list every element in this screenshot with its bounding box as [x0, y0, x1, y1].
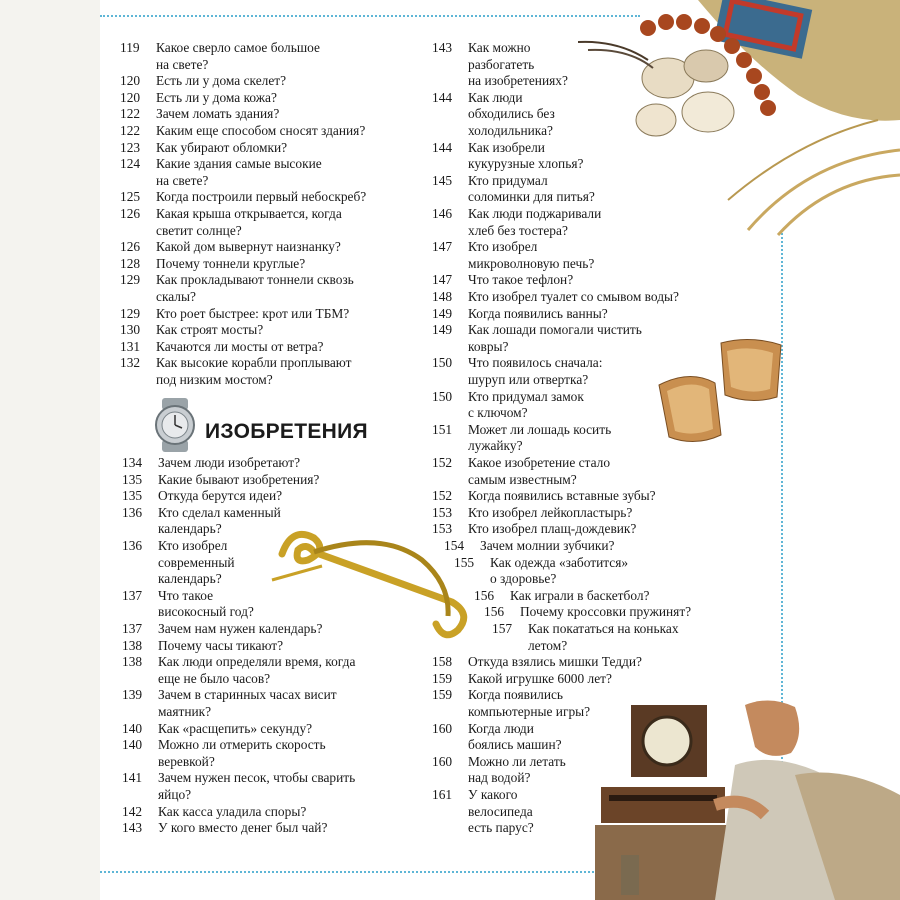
toc-question-line: Как «расщепить» секунду?: [158, 720, 313, 736]
toc-question-line: Как покататься на коньках: [528, 621, 679, 636]
toc-question-line: Зачем нужен песок, чтобы сварить: [158, 770, 356, 786]
toc-question-line: Какие здания самые высокие: [156, 156, 322, 172]
toc-question: [156, 40, 320, 73]
toc-page-number: 138: [122, 654, 143, 670]
toc-question: [468, 754, 566, 787]
toc-question: [468, 389, 584, 422]
toc-page-number: 122: [120, 106, 141, 122]
toc-question-line: микроволновую печь?: [468, 255, 595, 271]
toc-question-line: скалы?: [156, 288, 196, 304]
toc-question: [156, 306, 349, 323]
toc-question-line: У какого: [468, 787, 518, 802]
toc-question-line: еще не было часов?: [158, 670, 271, 686]
toc-question: [158, 505, 281, 538]
toc-page-number: 128: [120, 255, 141, 271]
toc-question-line: светит солнце?: [156, 222, 242, 238]
toc-question: [156, 189, 366, 206]
toc-question: [468, 787, 534, 837]
toc-question: [468, 272, 573, 289]
toc-page-number: 155: [454, 554, 475, 570]
toc-question-line: Зачем в старинных часах висит: [158, 687, 337, 703]
toc-page-number: 148: [432, 289, 453, 304]
toc-question-line: Зачем люди изобретают?: [158, 455, 301, 470]
toc-question: [468, 40, 568, 90]
toc-question-line: компьютерные игры?: [468, 703, 591, 719]
toc-page-number: 124: [120, 156, 141, 172]
toc-question: [468, 721, 562, 754]
toc-question: [158, 588, 254, 621]
toc-question-line: яйцо?: [158, 786, 192, 802]
toc-question-line: Какое изобретение стало: [468, 455, 611, 470]
toc-question: [158, 488, 282, 505]
toc-question-line: Что появилось сначала:: [468, 355, 603, 371]
toc-page-number: 140: [122, 737, 143, 753]
decorative-frame-top: [100, 15, 640, 17]
toc-question-line: хлеб без тостера?: [468, 222, 568, 238]
toc-page-number: 159: [432, 687, 453, 703]
toc-question-line: шуруп или отвертка?: [468, 371, 589, 387]
toc-page-number: 140: [122, 720, 143, 736]
toc-question: [158, 721, 312, 738]
toc-page-number: 142: [122, 803, 143, 819]
toc-question: [468, 90, 555, 140]
toc-question-line: Почему тоннели круглые?: [156, 255, 306, 271]
toc-page-number: 150: [432, 388, 453, 404]
toc-page-number: 156: [474, 587, 495, 603]
toc-question: [480, 538, 614, 555]
toc-question-line: маятник?: [158, 703, 212, 719]
toc-page-number: 143: [122, 820, 143, 836]
toc-page-number: 152: [432, 455, 453, 470]
toc-question-line: Как прокладывают тоннели сквозь: [156, 272, 354, 288]
toc-page-number: 131: [120, 338, 141, 354]
toc-page-number: 141: [122, 770, 143, 786]
toc-question-line: Кто сделал каменный: [158, 504, 281, 520]
toc-question-line: Каким еще способом сносят здания?: [156, 123, 366, 138]
toc-page-number: 149: [432, 305, 453, 321]
toc-question-line: Качаются ли мосты от ветра?: [156, 338, 324, 354]
toast-illustration: [655, 335, 785, 447]
toc-page-number: 147: [432, 239, 453, 255]
toc-question-line: кукурузные хлопья?: [468, 156, 584, 172]
toc-page-number: 149: [432, 322, 453, 338]
toc-question-line: Когда появились ванны?: [468, 305, 608, 321]
toc-question-line: Кто придумал замок: [468, 388, 584, 404]
toc-question-line: Откуда взялись мишки Тедди?: [468, 654, 642, 670]
toc-question: [490, 555, 628, 588]
toc-question-line: современный: [158, 554, 235, 570]
toc-page-number: 137: [122, 587, 143, 603]
toc-question: [156, 339, 323, 356]
toc-question-line: на свете?: [156, 56, 209, 72]
toc-question: [158, 472, 319, 489]
toc-question-line: Кто придумал: [468, 172, 548, 188]
toc-page-number: 154: [444, 538, 465, 553]
toc-question-line: разбогатеть: [468, 56, 535, 72]
toc-question: [468, 488, 656, 505]
toc-question-line: Кто изобрел туалет со смывом воды?: [468, 289, 679, 304]
toc-page-number: 153: [432, 521, 453, 537]
toc-page-number: 143: [432, 40, 453, 55]
toc-question-line: Какое сверло самое большое: [156, 40, 320, 55]
toc-question-line: Как высокие корабли проплывают: [156, 355, 352, 371]
toc-question-line: на изобретениях?: [468, 73, 568, 89]
toc-page-number: 120: [120, 89, 141, 105]
toc-question-line: Как люди поджаривали: [468, 206, 602, 221]
toc-question-line: Откуда берутся идеи?: [158, 488, 283, 504]
toc-question-line: Когда появились: [468, 687, 564, 703]
toc-question-line: календарь?: [158, 571, 222, 587]
toc-question-line: Как убирают обломки?: [156, 139, 288, 155]
toc-page-number: 119: [120, 40, 140, 55]
toc-question: [156, 239, 341, 256]
toc-question-line: с ключом?: [468, 405, 528, 421]
toc-page-number: 135: [122, 471, 143, 487]
toc-question: [468, 654, 642, 671]
toc-page-number: 150: [432, 355, 453, 371]
toc-question: [156, 355, 351, 388]
toc-page-number: 160: [432, 720, 453, 736]
toc-page-number: 157: [492, 621, 513, 636]
toc-question-line: Есть ли у дома кожа?: [156, 89, 277, 105]
shells-and-beads-illustration: [578, 0, 900, 240]
toc-question-line: календарь?: [158, 521, 222, 537]
toc-question: [468, 355, 602, 388]
toc-question-line: Почему кроссовки пружинят?: [520, 604, 692, 620]
toc-question-line: Есть ли у дома скелет?: [156, 73, 287, 89]
toc-question-line: Кто изобрел лейкопластырь?: [468, 504, 633, 520]
toc-page-number: 122: [120, 123, 141, 138]
toc-question-line: Как изобрели: [468, 139, 545, 155]
toc-question-line: Какой игрушке 6000 лет?: [468, 670, 612, 686]
toc-question-line: Как люди определяли время, когда: [158, 654, 356, 670]
toc-question-line: Можно ли летать: [468, 753, 566, 769]
decorative-frame-bottom: [100, 871, 630, 873]
toc-question: [156, 322, 263, 339]
toc-page-number: 139: [122, 687, 143, 703]
toc-question: [468, 140, 583, 173]
toc-question: [158, 654, 355, 687]
toc-question-line: Как касса уладила споры?: [158, 803, 307, 819]
toc-question: [510, 588, 649, 605]
toc-question-line: самым известным?: [468, 471, 577, 487]
toc-question-line: обходились без: [468, 106, 555, 122]
toc-question-line: веревкой?: [158, 753, 215, 769]
toc-question: [468, 687, 590, 720]
toc-question-line: Как строят мосты?: [156, 322, 264, 338]
toc-question-line: о здоровье?: [490, 571, 557, 587]
toc-page-number: 151: [432, 421, 453, 437]
toc-page-number: 130: [120, 322, 141, 338]
toc-question-line: Кто изобрел плащ-дождевик?: [468, 521, 637, 537]
toc-question-line: над водой?: [468, 770, 531, 786]
toc-question: [156, 106, 279, 123]
toc-page-number: 123: [120, 139, 141, 155]
toc-question-line: летом?: [528, 637, 568, 653]
pocket-watch-icon: [150, 398, 200, 452]
toc-question: [156, 272, 354, 305]
toc-question-line: Может ли лошадь косить: [468, 421, 612, 437]
toc-question: [158, 687, 337, 720]
toc-page-number: 132: [120, 355, 141, 371]
toc-question-line: Какие бывают изобретения?: [158, 471, 320, 487]
toc-page-number: 146: [432, 206, 453, 221]
toc-question-line: есть парус?: [468, 820, 534, 836]
toc-page-number: 138: [122, 637, 143, 653]
toc-page-number: 159: [432, 670, 453, 686]
toc-question: [520, 604, 691, 621]
toc-page-number: 144: [432, 139, 453, 155]
toc-question: [158, 804, 306, 821]
toc-question-line: Когда люди: [468, 720, 534, 736]
toc-page-number: 129: [120, 272, 141, 288]
toc-question-line: Как люди: [468, 89, 523, 105]
toc-page-number: 135: [122, 488, 143, 504]
toc-page-number: 136: [122, 538, 143, 553]
toc-question: [468, 671, 612, 688]
toc-question: [156, 73, 286, 90]
toc-question: [156, 140, 287, 157]
toc-question-line: Кто роет быстрее: крот или ТБМ?: [156, 305, 350, 321]
toc-question-line: Зачем нам нужен календарь?: [158, 621, 323, 636]
toc-question: [468, 455, 610, 488]
toc-question-line: Зачем ломать здания?: [156, 106, 280, 122]
toc-question-line: Какой дом вывернут наизнанку?: [156, 239, 341, 255]
toc-question-line: У кого вместо денег был чай?: [158, 820, 328, 836]
toc-question-line: Как лошади помогали чистить: [468, 322, 642, 338]
toc-question: [468, 206, 601, 239]
toc-question: [468, 505, 632, 522]
toc-question-line: холодильника?: [468, 122, 553, 138]
toc-page-number: 126: [120, 206, 141, 221]
toc-question-line: Что такое тефлон?: [468, 272, 574, 288]
toc-question: [158, 455, 300, 472]
toc-page-number: 156: [484, 604, 505, 620]
toc-question: [468, 239, 594, 272]
toc-question-line: Кто изобрел: [468, 239, 538, 255]
toc-question: [158, 770, 355, 803]
toc-page-number: 129: [120, 305, 141, 321]
toc-question: [156, 90, 277, 107]
toc-question-line: Что такое: [158, 587, 214, 603]
toc-question-line: на свете?: [156, 172, 209, 188]
inventor-with-machine-illustration: [595, 695, 900, 900]
toc-page-number: 144: [432, 89, 453, 105]
toc-page-number: 125: [120, 189, 141, 205]
toc-question: [468, 322, 642, 355]
toc-page-number: 158: [432, 654, 453, 670]
toc-question: [156, 256, 305, 273]
toc-page-number: 136: [122, 504, 143, 520]
toc-question-line: високосный год?: [158, 604, 254, 620]
toc-question-line: Когда появились вставные зубы?: [468, 488, 656, 504]
toc-question: [468, 422, 611, 455]
toc-question: [158, 621, 322, 638]
toc-page-number: 137: [122, 621, 143, 636]
toc-question: [468, 173, 595, 206]
toc-page-number: 145: [432, 172, 453, 188]
toc-question-line: соломинки для питья?: [468, 189, 595, 205]
toc-page-number: 120: [120, 73, 141, 89]
toc-question-line: Когда построили первый небоскреб?: [156, 189, 367, 205]
toc-question-line: Как можно: [468, 40, 531, 55]
toc-question: [468, 306, 608, 323]
toc-question-line: Почему часы тикают?: [158, 637, 284, 653]
toc-question: [468, 521, 636, 538]
toc-page-number: 134: [122, 455, 143, 470]
toc-question-line: Какая крыша открывается, когда: [156, 206, 342, 221]
toc-question-line: под низким мостом?: [156, 371, 273, 387]
toc-question: [156, 123, 365, 140]
toc-page-number: 153: [432, 504, 453, 520]
toc-question: [158, 538, 235, 588]
toc-question: [156, 206, 342, 239]
toc-question-line: Можно ли отмерить скорость: [158, 737, 326, 753]
toc-question-line: Кто изобрел: [158, 538, 228, 553]
toc-question: [528, 621, 679, 654]
toc-question-line: велосипеда: [468, 803, 533, 819]
section-title: ИЗОБРЕТЕНИЯ: [205, 420, 368, 443]
toc-question-line: Как играли в баскетбол?: [510, 587, 650, 603]
toc-question-line: Как одежда «заботится»: [490, 554, 629, 570]
toc-question: [156, 156, 322, 189]
toc-question: [468, 289, 679, 306]
toc-question-line: ковры?: [468, 338, 509, 354]
toc-question: [158, 638, 283, 655]
toc-page-number: 147: [432, 272, 453, 288]
toc-page-number: 152: [432, 488, 453, 504]
toc-page-number: 126: [120, 239, 141, 255]
toc-page-number: 160: [432, 753, 453, 769]
toc-question-line: лужайку?: [468, 438, 523, 454]
toc-question: [158, 737, 326, 770]
toc-question: [158, 820, 327, 837]
toc-page-number: 161: [432, 787, 453, 802]
toc-question-line: боялись машин?: [468, 737, 562, 753]
toc-question-line: Зачем молнии зубчики?: [480, 538, 615, 553]
